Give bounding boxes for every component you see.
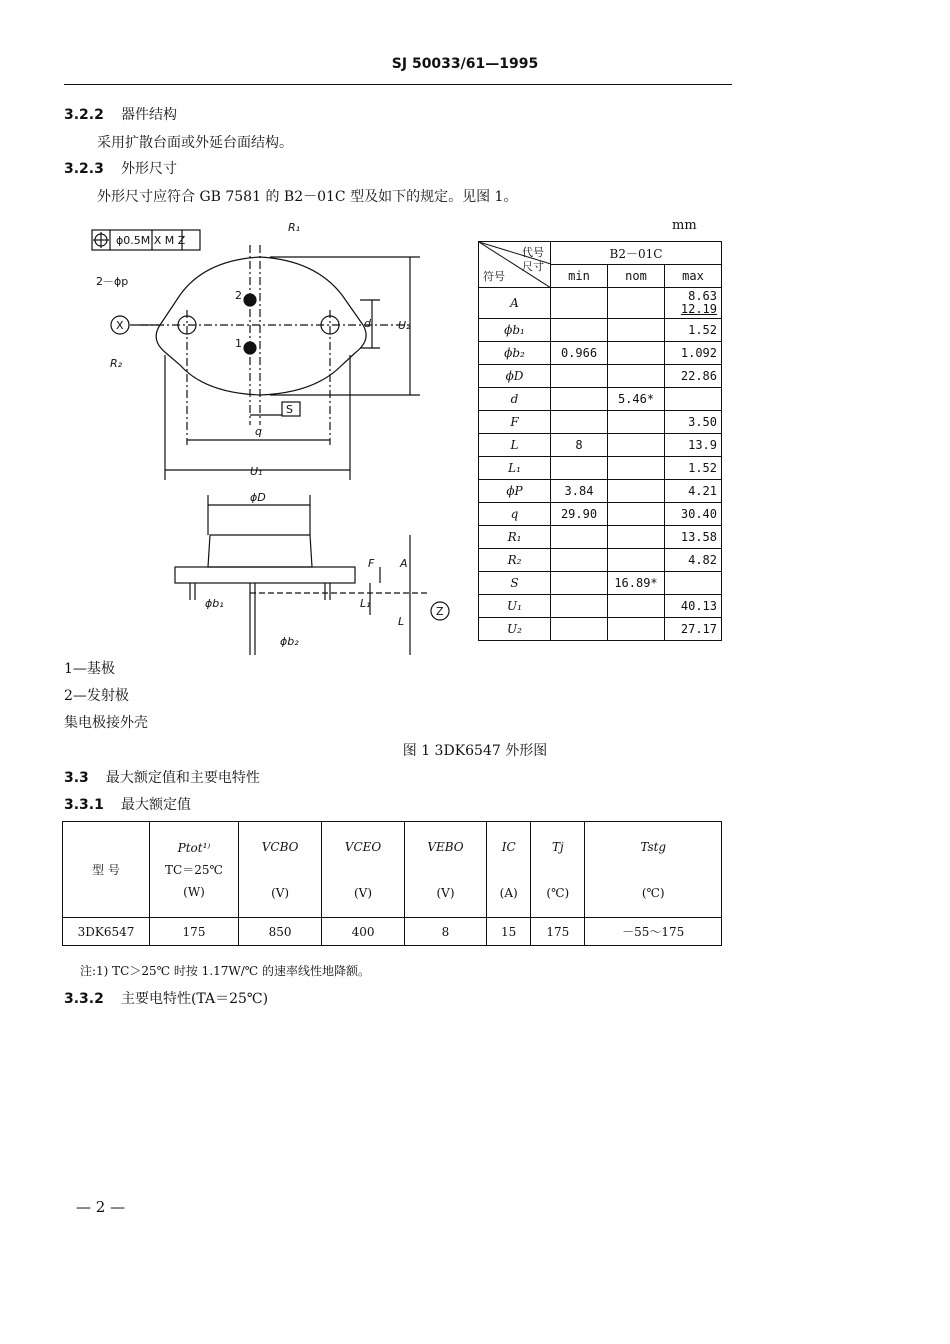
label-s: S <box>286 403 293 416</box>
legend-1: 1—基极 <box>64 661 115 677</box>
outline-drawing <box>80 215 460 665</box>
label-a: A <box>400 557 408 570</box>
vebo-header: VEBO (V) <box>404 822 486 918</box>
section-323-body: 外形尺寸应符合 GB 7581 的 B2－01C 型及如下的规定。见图 1。 <box>97 189 518 205</box>
section-number: 3.3.1 <box>64 797 104 813</box>
section-number: 3.2.3 <box>64 161 104 177</box>
label-phib2: ϕb₂ <box>280 635 299 648</box>
table-row: ϕb₁ 1.52 <box>479 319 722 342</box>
label-2phip: 2－ϕp <box>96 275 129 288</box>
table-row: S 16.89* <box>479 572 722 595</box>
label-l: L <box>398 615 405 628</box>
ic-header: IC (A) <box>487 822 531 918</box>
table-row: F 3.50 <box>479 411 722 434</box>
section-322-body: 采用扩散台面或外延台面结构。 <box>97 135 293 151</box>
label-r1: R₁ <box>288 221 301 234</box>
section-33 <box>64 767 260 787</box>
label-z: Z <box>436 605 444 618</box>
section-331 <box>64 794 191 814</box>
section-title: 器件结构 <box>120 107 177 123</box>
tstg-header: Tstg (℃) <box>585 822 722 918</box>
col-max: max <box>665 265 722 288</box>
section-title: 最大额定值和主要电特性 <box>105 770 260 786</box>
footnote: 注:1) TC＞25℃ 时按 1.17W/℃ 的速率线性地降额。 <box>80 964 371 978</box>
tolerance-text: ϕ0.5M X M Z <box>116 234 186 247</box>
section-title: 外形尺寸 <box>120 161 177 177</box>
vceo-header: VCEO (V) <box>322 822 405 918</box>
table-row: d 5.46* <box>479 388 722 411</box>
label-r2: R₂ <box>110 357 123 370</box>
label-d: d <box>364 317 371 330</box>
section-title: 最大额定值 <box>120 797 191 813</box>
label-pin2: 2 <box>235 289 242 302</box>
label-q: q <box>255 425 262 438</box>
label-l1: L₁ <box>360 597 371 610</box>
table-row: R₁ 13.58 <box>479 526 722 549</box>
section-322 <box>64 104 177 124</box>
table-row: A 8.63 12.19 <box>479 288 722 319</box>
header-symbol: 符号 <box>483 270 505 283</box>
section-323 <box>64 158 177 178</box>
section-number: 3.2.2 <box>64 107 104 123</box>
legend-2: 2—发射极 <box>64 688 129 704</box>
section-332 <box>64 988 268 1008</box>
label-u2: U₂ <box>398 319 411 332</box>
table-row: R₂ 4.82 <box>479 549 722 572</box>
figure-caption: 图 1 3DK6547 外形图 <box>402 743 548 759</box>
section-title: 主要电特性(TA＝25℃) <box>120 991 269 1007</box>
label-pin1: 1 <box>235 337 242 350</box>
header-code: 代号 <box>522 246 544 259</box>
label-phib1: ϕb₁ <box>205 597 224 610</box>
table-row: L₁ 1.52 <box>479 457 722 480</box>
package-outline <box>156 257 366 395</box>
model-header: 型 号 <box>63 822 150 918</box>
label-u1: U₁ <box>250 465 263 478</box>
section-number: 3.3 <box>64 770 89 786</box>
vcbo-header: VCBO (V) <box>239 822 322 918</box>
legend-3: 集电极接外壳 <box>64 715 148 731</box>
table-row: U₁ 40.13 <box>479 595 722 618</box>
ratings-table <box>62 821 722 946</box>
header-rule <box>64 84 732 85</box>
ptot-header: Ptot¹⁾ TC＝25℃ (W) <box>150 822 239 918</box>
table-row: 3DK6547 175 850 400 8 15 175 －55～175 <box>63 918 722 946</box>
label-f: F <box>368 557 375 570</box>
header-size: 尺寸 <box>522 260 544 273</box>
label-phid: ϕD <box>250 491 266 504</box>
label-x: X <box>116 319 124 332</box>
table-row: U₂ 27.17 <box>479 618 722 641</box>
table-row: L 8 13.9 <box>479 434 722 457</box>
page-header: SJ 50033/61—1995 <box>391 56 539 72</box>
dimension-table <box>478 241 722 641</box>
side-body <box>208 535 312 567</box>
page-number: — 2 — <box>76 1198 126 1216</box>
table-row: q 29.90 30.40 <box>479 503 722 526</box>
col-min: min <box>551 265 608 288</box>
corner-cell <box>479 242 551 288</box>
section-number: 3.3.2 <box>64 991 104 1007</box>
tj-header: Tj (℃) <box>531 822 585 918</box>
col-nom: nom <box>608 265 665 288</box>
side-flange <box>175 567 355 583</box>
dim-unit: mm <box>672 218 697 233</box>
table-row: ϕD 22.86 <box>479 365 722 388</box>
package-header: B2－01C <box>551 242 722 265</box>
table-row: ϕb₂ 0.966 1.092 <box>479 342 722 365</box>
table-row: ϕP 3.84 4.21 <box>479 480 722 503</box>
